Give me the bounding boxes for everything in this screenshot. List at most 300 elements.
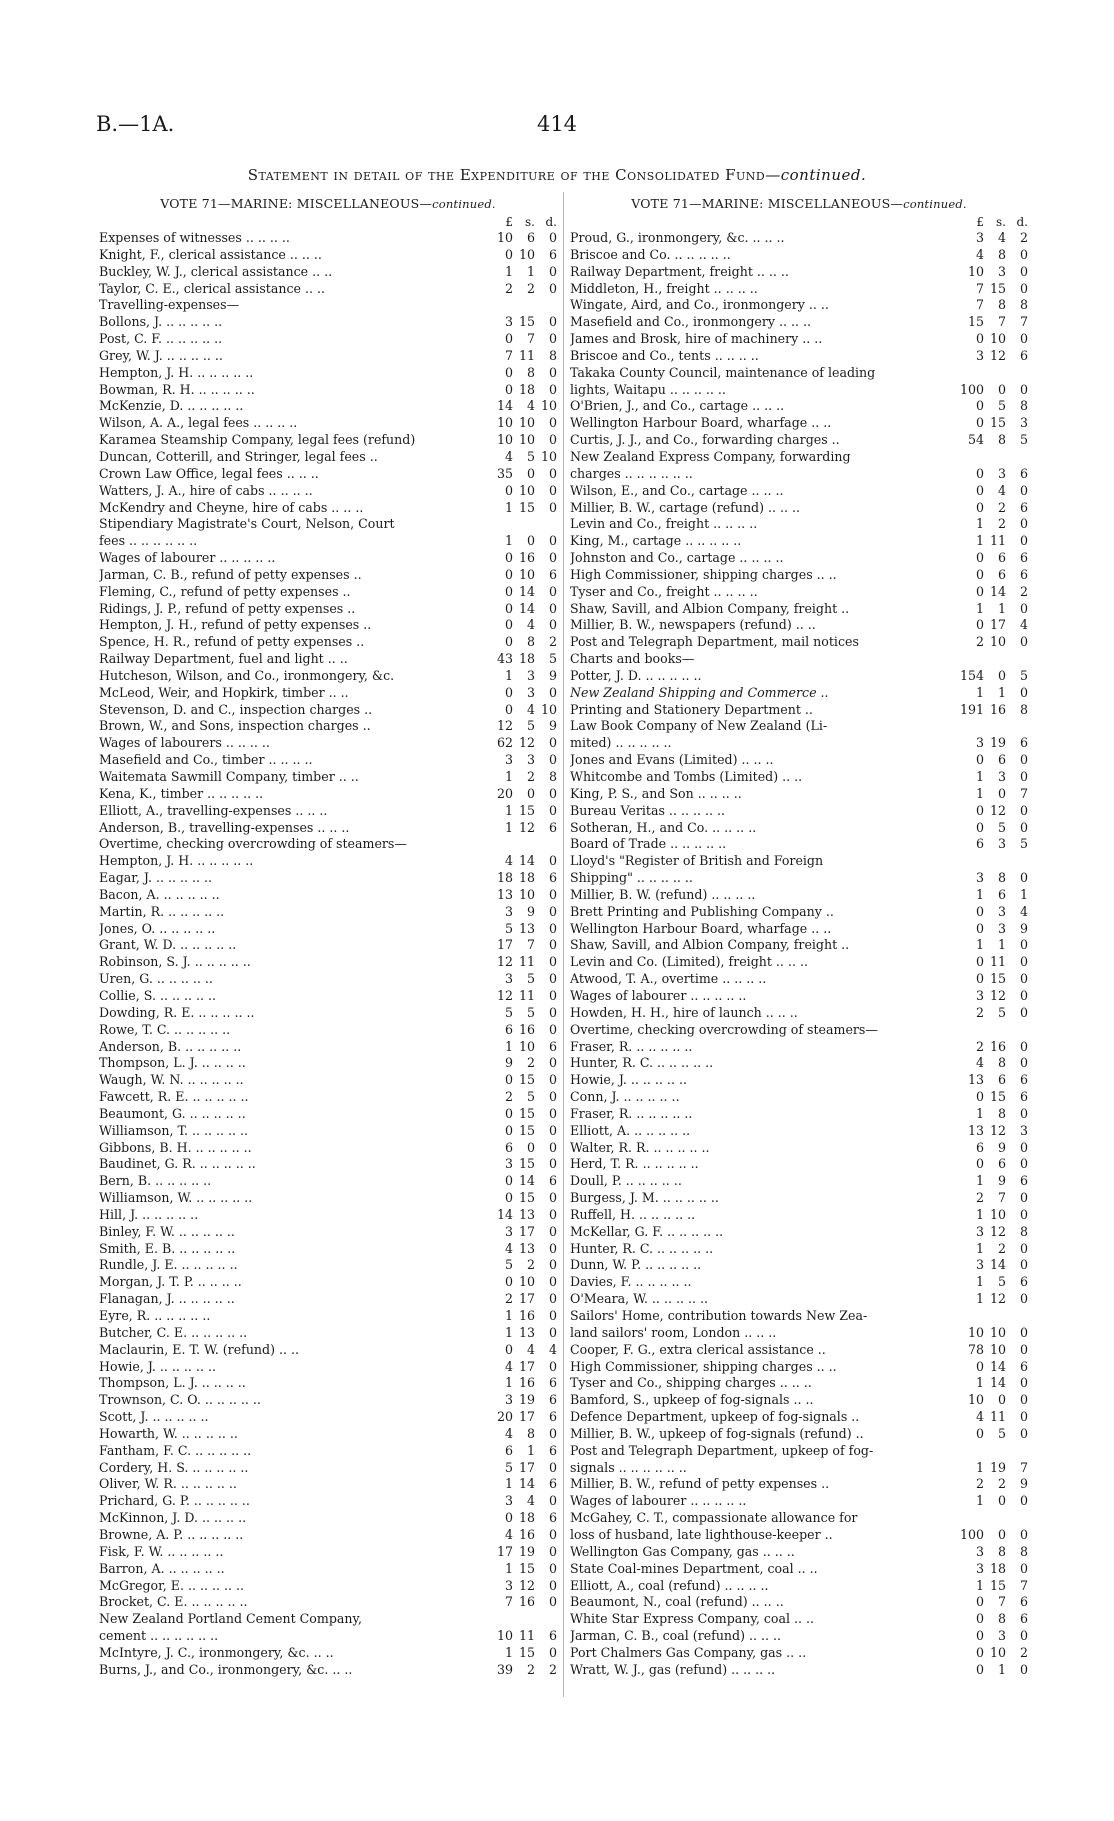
entry-label: Hunter, R. C. .. .. .. .. .. xyxy=(570,1240,714,1256)
pounds-cell: 1 xyxy=(504,1038,513,1054)
table-row xyxy=(570,533,1028,550)
entry-label: Hutcheson, Wilson, and Co., ironmongery, &c. xyxy=(99,667,395,683)
table-row xyxy=(570,1207,1028,1224)
pence-cell: 0 xyxy=(548,802,557,818)
table-row xyxy=(99,1123,557,1140)
shillings-cell: 2 xyxy=(997,516,1006,532)
pence-cell: 0 xyxy=(548,1644,557,1660)
pounds-cell: 0 xyxy=(975,465,984,481)
pence-cell: 6 xyxy=(548,1476,557,1492)
entry-label: Thompson, L. J. .. .. .. .. xyxy=(99,1055,246,1071)
entry-label: Middleton, H., freight .. .. .. .. xyxy=(570,280,758,296)
pence-cell: 2 xyxy=(1019,583,1028,599)
table-row xyxy=(570,1022,1028,1039)
table-row xyxy=(570,1257,1028,1274)
pence-cell: 0 xyxy=(1019,1139,1028,1155)
pounds-cell: 100 xyxy=(959,381,984,397)
table-row xyxy=(99,803,557,820)
entry-label: Masefield and Co., timber .. .. .. .. xyxy=(99,752,313,768)
shillings-cell: 11 xyxy=(518,954,535,970)
pounds-cell: 4 xyxy=(504,1240,513,1256)
pence-cell: 0 xyxy=(548,1577,557,1593)
shillings-cell: 10 xyxy=(989,331,1006,347)
shillings-cell: 2 xyxy=(526,1055,535,1071)
pounds-cell: 1 xyxy=(975,1459,984,1475)
pence-cell: 7 xyxy=(1019,314,1028,330)
pounds-cell: 2 xyxy=(975,1004,984,1020)
entry-label: State Coal-mines Department, coal .. .. xyxy=(570,1560,818,1576)
pence-cell: 0 xyxy=(548,903,557,919)
entry-label: Hill, J. .. .. .. .. .. xyxy=(99,1206,199,1222)
pence-cell: 0 xyxy=(1019,1375,1028,1391)
shillings-cell: 5 xyxy=(526,971,535,987)
pounds-cell: 0 xyxy=(504,684,513,700)
pence-cell: 0 xyxy=(1019,246,1028,262)
table-row xyxy=(570,432,1028,449)
table-row xyxy=(570,1342,1028,1359)
table-row xyxy=(99,1426,557,1443)
pounds-cell: 0 xyxy=(975,482,984,498)
shillings-cell: 10 xyxy=(989,1206,1006,1222)
table-row xyxy=(570,264,1028,281)
entry-label: New Zealand Express Company, forwarding xyxy=(570,448,851,464)
shillings-cell: 4 xyxy=(526,1341,535,1357)
shillings-cell: 15 xyxy=(518,1644,535,1660)
entry-label: Jarman, C. B., refund of petty expenses .. xyxy=(99,566,362,582)
pounds-cell: 10 xyxy=(496,1628,513,1644)
pounds-cell: 3 xyxy=(504,903,513,919)
table-row xyxy=(99,466,557,483)
shillings-cell: 7 xyxy=(526,331,535,347)
table-row xyxy=(99,331,557,348)
pounds-cell: 7 xyxy=(504,1594,513,1610)
entry-label: Cooper, F. G., extra clerical assistance .. xyxy=(570,1341,826,1357)
table-row xyxy=(570,584,1028,601)
pence-cell: 9 xyxy=(1019,920,1028,936)
table-row xyxy=(570,365,1028,382)
entry-label: Tyser and Co., freight .. .. .. .. xyxy=(570,583,758,599)
pounds-cell: 1 xyxy=(504,499,513,515)
pounds-cell: 0 xyxy=(504,1510,513,1526)
pounds-cell: 1 xyxy=(504,533,513,549)
table-row xyxy=(99,904,557,921)
entry-label: Howie, J. .. .. .. .. .. xyxy=(570,1072,687,1088)
pounds-cell: 0 xyxy=(975,1611,984,1627)
pounds-cell: 0 xyxy=(975,331,984,347)
entry-label: Post and Telegraph Department, mail notices xyxy=(570,634,859,650)
entry-label: Masefield and Co., ironmongery .. .. .. xyxy=(570,314,812,330)
table-row xyxy=(99,1190,557,1207)
pounds-cell: 5 xyxy=(504,1459,513,1475)
pounds-cell: 3 xyxy=(975,870,984,886)
shillings-cell: 2 xyxy=(526,1661,535,1677)
table-row xyxy=(99,752,557,769)
table-row xyxy=(99,853,557,870)
shillings-cell: 12 xyxy=(518,1577,535,1593)
table-row xyxy=(570,634,1028,651)
entry-label: Bowman, R. H. .. .. .. .. .. xyxy=(99,381,255,397)
table-row xyxy=(570,1527,1028,1544)
pence-cell: 6 xyxy=(548,246,557,262)
table-row xyxy=(99,1645,557,1662)
table-row xyxy=(570,1409,1028,1426)
pence-cell: 0 xyxy=(548,280,557,296)
shillings-cell: 1 xyxy=(526,263,535,279)
table-row xyxy=(99,954,557,971)
entry-label: Fawcett, R. E. .. .. .. .. .. xyxy=(99,1089,249,1105)
entry-label: Millier, B. W. (refund) .. .. .. .. xyxy=(570,886,756,902)
shillings-cell: 14 xyxy=(989,1375,1006,1391)
table-row xyxy=(570,1645,1028,1662)
entry-label: High Commissioner, shipping charges .. .. xyxy=(570,1358,837,1374)
pounds-cell: 0 xyxy=(975,566,984,582)
shillings-cell: 7 xyxy=(997,1190,1006,1206)
table-row xyxy=(570,921,1028,938)
pounds-cell: 0 xyxy=(975,920,984,936)
shillings-cell: 15 xyxy=(518,1105,535,1121)
entry-label: Scott, J. .. .. .. .. .. xyxy=(99,1409,209,1425)
entry-label: Port Chalmers Gas Company, gas .. .. xyxy=(570,1644,807,1660)
pence-cell: 0 xyxy=(548,1493,557,1509)
pence-cell: 0 xyxy=(548,1206,557,1222)
pence-cell: 0 xyxy=(1019,533,1028,549)
shillings-cell: 11 xyxy=(989,954,1006,970)
entry-label: Elliott, A. .. .. .. .. .. xyxy=(570,1122,691,1138)
shillings-cell: 5 xyxy=(526,718,535,734)
table-row xyxy=(99,1628,557,1645)
entry-label: Briscoe and Co. .. .. .. .. .. xyxy=(570,246,731,262)
entry-label: Burns, J., and Co., ironmongery, &c. .. .. xyxy=(99,1661,353,1677)
shillings-cell: 11 xyxy=(518,1628,535,1644)
pounds-cell: 3 xyxy=(504,314,513,330)
shillings-cell: 2 xyxy=(526,769,535,784)
table-row xyxy=(570,1308,1028,1325)
pounds-unit: £ xyxy=(505,215,513,229)
pence-cell: 0 xyxy=(1019,280,1028,296)
pence-cell: 0 xyxy=(548,550,557,566)
table-row xyxy=(570,1241,1028,1258)
entry-label: Expenses of witnesses .. .. .. .. xyxy=(99,230,290,245)
pence-cell: 5 xyxy=(1019,836,1028,852)
entry-label: Walter, R. R. .. .. .. .. .. xyxy=(570,1139,710,1155)
entry-label: Rowe, T. C. .. .. .. .. .. xyxy=(99,1021,231,1037)
entry-label: Bern, B. .. .. .. .. .. xyxy=(99,1173,212,1189)
entry-label: High Commissioner, shipping charges .. .. xyxy=(570,566,837,582)
pounds-cell: 0 xyxy=(975,1644,984,1660)
shillings-cell: 4 xyxy=(997,482,1006,498)
table-row xyxy=(570,1628,1028,1645)
pence-cell: 0 xyxy=(548,954,557,970)
pounds-cell: 13 xyxy=(967,1122,984,1138)
pounds-cell: 1 xyxy=(975,1291,984,1307)
pounds-cell: 1 xyxy=(975,1206,984,1222)
shillings-cell: 11 xyxy=(518,987,535,1003)
table-row xyxy=(99,601,557,618)
pence-cell: 6 xyxy=(548,1628,557,1644)
table-row xyxy=(99,432,557,449)
pence-cell: 7 xyxy=(1019,785,1028,801)
table-row xyxy=(570,1072,1028,1089)
pounds-cell: 12 xyxy=(496,987,513,1003)
table-row xyxy=(99,1291,557,1308)
table-row xyxy=(99,921,557,938)
pence-cell: 0 xyxy=(1019,516,1028,532)
shillings-cell: 8 xyxy=(526,364,535,380)
table-row xyxy=(570,668,1028,685)
table-row xyxy=(99,500,557,517)
pounds-cell: 100 xyxy=(959,1526,984,1542)
shillings-cell: 12 xyxy=(989,1223,1006,1239)
entry-label: Elliott, A., coal (refund) .. .. .. .. xyxy=(570,1577,769,1593)
table-row xyxy=(570,449,1028,466)
shillings-cell: 14 xyxy=(518,600,535,616)
pence-cell: 10 xyxy=(540,701,557,717)
pounds-cell: 20 xyxy=(496,785,513,801)
entry-label: McLeod, Weir, and Hopkirk, timber .. .. xyxy=(99,684,349,700)
shillings-cell: 7 xyxy=(997,1594,1006,1610)
entry-label: Sotheran, H., and Co. .. .. .. .. xyxy=(570,819,757,835)
table-row xyxy=(570,1055,1028,1072)
table-row xyxy=(570,1039,1028,1056)
entry-label: Herd, T. R. .. .. .. .. .. xyxy=(570,1156,699,1172)
entry-label: Hempton, J. H. .. .. .. .. .. xyxy=(99,853,254,869)
entry-label: Shaw, Savill, and Albion Company, freight .. xyxy=(570,600,850,616)
pence-cell: 2 xyxy=(1019,1644,1028,1660)
shillings-cell: 15 xyxy=(989,415,1006,431)
entry-label: McGregor, E. .. .. .. .. .. xyxy=(99,1577,245,1593)
table-row xyxy=(570,1123,1028,1140)
pence-cell: 0 xyxy=(1019,971,1028,987)
pounds-cell: 0 xyxy=(975,499,984,515)
entry-label: Briscoe and Co., tents .. .. .. .. xyxy=(570,347,759,363)
pounds-cell: 3 xyxy=(504,1577,513,1593)
shillings-cell: 3 xyxy=(526,684,535,700)
pence-unit: d. xyxy=(1016,215,1028,229)
pounds-cell: 1 xyxy=(975,785,984,801)
entry-label: Fleming, C., refund of petty expenses .. xyxy=(99,583,351,599)
table-row xyxy=(99,1409,557,1426)
pounds-cell: 191 xyxy=(959,701,984,717)
entry-label: Karamea Steamship Company, legal fees (refund) xyxy=(99,432,416,448)
table-row xyxy=(99,348,557,365)
entry-label: Cordery, H. S. .. .. .. .. .. xyxy=(99,1459,249,1475)
pounds-cell: 3 xyxy=(975,1543,984,1559)
shillings-cell: 10 xyxy=(989,1644,1006,1660)
table-row xyxy=(570,297,1028,314)
entry-label: Wilson, E., and Co., cartage .. .. .. xyxy=(570,482,784,498)
table-row xyxy=(99,735,557,752)
shillings-cell: 4 xyxy=(997,230,1006,245)
table-row xyxy=(99,449,557,466)
shillings-cell: 4 xyxy=(526,398,535,414)
pounds-cell: 4 xyxy=(504,1425,513,1441)
shillings-cell: 18 xyxy=(989,1560,1006,1576)
table-row xyxy=(99,870,557,887)
pounds-cell: 13 xyxy=(967,1072,984,1088)
entry-label: Browne, A. P. .. .. .. .. .. xyxy=(99,1526,244,1542)
pence-cell: 2 xyxy=(548,1661,557,1677)
currency-units-row xyxy=(570,214,1028,230)
table-row xyxy=(570,735,1028,752)
pence-cell: 0 xyxy=(548,263,557,279)
pence-cell: 0 xyxy=(548,1055,557,1071)
entry-label: Flanagan, J. .. .. .. .. .. xyxy=(99,1291,235,1307)
pounds-cell: 1 xyxy=(975,1577,984,1593)
pounds-cell: 13 xyxy=(496,886,513,902)
shillings-cell: 19 xyxy=(518,1392,535,1408)
entry-label: Bacon, A. .. .. .. .. .. xyxy=(99,886,220,902)
entry-label: Howden, H. H., hire of launch .. .. .. xyxy=(570,1004,798,1020)
entry-label: Potter, J. D. .. .. .. .. .. xyxy=(570,667,702,683)
entry-label: O'Brien, J., and Co., cartage .. .. .. xyxy=(570,398,785,414)
table-row xyxy=(99,516,557,533)
table-row xyxy=(99,1443,557,1460)
shillings-cell: 14 xyxy=(518,583,535,599)
entry-label: Williamson, W. .. .. .. .. .. xyxy=(99,1190,253,1206)
shillings-cell: 15 xyxy=(989,971,1006,987)
pence-cell: 6 xyxy=(1019,1173,1028,1189)
pounds-cell: 10 xyxy=(496,432,513,448)
table-row xyxy=(570,803,1028,820)
entry-label: Grey, W. J. .. .. .. .. .. xyxy=(99,347,223,363)
shillings-cell: 1 xyxy=(526,1442,535,1458)
pence-cell: 0 xyxy=(1019,1190,1028,1206)
entry-label: McIntyre, J. C., ironmongery, &c. .. .. xyxy=(99,1644,334,1660)
vote-heading-cont: continued. xyxy=(903,197,967,211)
pence-cell: 0 xyxy=(548,1072,557,1088)
shillings-cell: 8 xyxy=(997,297,1006,313)
entry-label: Stipendiary Magistrate's Court, Nelson, Court xyxy=(99,516,395,532)
table-row xyxy=(99,550,557,567)
entry-label: Wages of labourer .. .. .. .. .. xyxy=(99,550,276,566)
pounds-cell: 7 xyxy=(975,297,984,313)
pence-cell: 0 xyxy=(1019,987,1028,1003)
shillings-cell: 16 xyxy=(518,1308,535,1323)
title-text: Statement in detail of the Expenditure of the Consolidated Fund xyxy=(247,166,766,184)
pounds-cell: 1 xyxy=(504,1560,513,1576)
table-row xyxy=(99,365,557,382)
pence-cell: 0 xyxy=(1019,634,1028,650)
pounds-cell: 4 xyxy=(975,1409,984,1425)
table-row xyxy=(99,415,557,432)
pounds-cell: 1 xyxy=(975,684,984,700)
table-row xyxy=(570,1359,1028,1376)
table-row xyxy=(570,1005,1028,1022)
table-row xyxy=(99,1527,557,1544)
entry-label: James and Brosk, hire of machinery .. .. xyxy=(570,331,823,347)
shillings-cell: 15 xyxy=(989,1577,1006,1593)
shillings-cell: 15 xyxy=(518,314,535,330)
table-row xyxy=(99,1039,557,1056)
entry-label: Buckley, W. J., clerical assistance .. .. xyxy=(99,263,333,279)
entry-label: Smith, E. B. .. .. .. .. .. xyxy=(99,1240,236,1256)
shillings-cell: 6 xyxy=(997,1072,1006,1088)
pounds-cell: 0 xyxy=(975,617,984,633)
pence-cell: 0 xyxy=(1019,802,1028,818)
shillings-cell: 3 xyxy=(997,920,1006,936)
pence-cell: 0 xyxy=(548,600,557,616)
pounds-cell: 12 xyxy=(496,718,513,734)
entry-label: Atwood, T. A., overtime .. .. .. .. xyxy=(570,971,767,987)
pounds-cell: 7 xyxy=(504,347,513,363)
pounds-cell: 4 xyxy=(504,1526,513,1542)
table-row xyxy=(570,466,1028,483)
entry-label: Wingate, Aird, and Co., ironmongery .. .. xyxy=(570,297,829,313)
entry-label: Jarman, C. B., coal (refund) .. .. .. xyxy=(570,1628,782,1644)
pounds-cell: 17 xyxy=(496,937,513,953)
table-row xyxy=(570,1594,1028,1611)
pounds-cell: 0 xyxy=(975,1594,984,1610)
entry-label: Stevenson, D. and C., inspection charges .. xyxy=(99,701,373,717)
pence-cell: 6 xyxy=(548,1038,557,1054)
table-row xyxy=(99,1241,557,1258)
table-row xyxy=(570,567,1028,584)
shillings-cell: 12 xyxy=(989,347,1006,363)
table-row xyxy=(99,1476,557,1493)
pence-cell: 0 xyxy=(1019,1038,1028,1054)
shillings-cell: 11 xyxy=(518,347,535,363)
pence-cell: 0 xyxy=(1019,1526,1028,1542)
entry-label: Whitcombe and Tombs (Limited) .. .. xyxy=(570,769,803,784)
entry-label: Defence Department, upkeep of fog-signals .. xyxy=(570,1409,860,1425)
shillings-cell: 13 xyxy=(518,1324,535,1340)
entry-label: New Zealand Shipping and Commerce .. xyxy=(570,684,829,700)
entry-label: Overtime, checking overcrowding of steamers— xyxy=(99,836,407,852)
expenditure-list xyxy=(99,230,557,1679)
table-row xyxy=(99,1510,557,1527)
pounds-cell: 4 xyxy=(504,448,513,464)
table-row xyxy=(570,1291,1028,1308)
pence-cell: 6 xyxy=(548,1375,557,1391)
table-row xyxy=(99,1392,557,1409)
entry-label: New Zealand Portland Cement Company, xyxy=(99,1611,362,1627)
page-number: 414 xyxy=(536,112,578,136)
shillings-cell: 10 xyxy=(518,432,535,448)
table-row xyxy=(99,1140,557,1157)
entry-label: McKendry and Cheyne, hire of cabs .. .. .. xyxy=(99,499,364,515)
shillings-cell: 10 xyxy=(518,1038,535,1054)
shillings-cell: 2 xyxy=(526,1257,535,1273)
pence-cell: 0 xyxy=(1019,684,1028,700)
shillings-cell: 6 xyxy=(997,752,1006,768)
entry-label: Doull, P. .. .. .. .. .. xyxy=(570,1173,682,1189)
entry-label: Crown Law Office, legal fees .. .. .. xyxy=(99,465,319,481)
table-row xyxy=(99,820,557,837)
table-row xyxy=(99,584,557,601)
table-row xyxy=(570,1274,1028,1291)
pence-cell: 0 xyxy=(1019,1628,1028,1644)
entry-label: cement .. .. .. .. .. .. xyxy=(99,1628,219,1644)
shillings-cell: 11 xyxy=(989,1409,1006,1425)
pence-cell: 0 xyxy=(548,533,557,549)
pence-cell: 0 xyxy=(548,1274,557,1290)
entry-label: Conn, J. .. .. .. .. .. xyxy=(570,1089,680,1105)
pence-cell: 0 xyxy=(548,1240,557,1256)
title-suffix: —continued. xyxy=(765,166,867,184)
table-row xyxy=(99,297,557,314)
entry-label: Hempton, J. H. .. .. .. .. .. xyxy=(99,364,254,380)
entry-label: Curtis, J. J., and Co., forwarding charges .. xyxy=(570,432,840,448)
pence-cell: 0 xyxy=(1019,1055,1028,1071)
shillings-cell: 5 xyxy=(997,1004,1006,1020)
pounds-cell: 1 xyxy=(504,769,513,784)
entry-label: Wages of labourer .. .. .. .. .. xyxy=(570,987,747,1003)
table-row xyxy=(570,820,1028,837)
pounds-cell: 0 xyxy=(504,1122,513,1138)
pence-cell: 0 xyxy=(1019,769,1028,784)
pounds-cell: 6 xyxy=(504,1021,513,1037)
pence-cell: 0 xyxy=(1019,482,1028,498)
